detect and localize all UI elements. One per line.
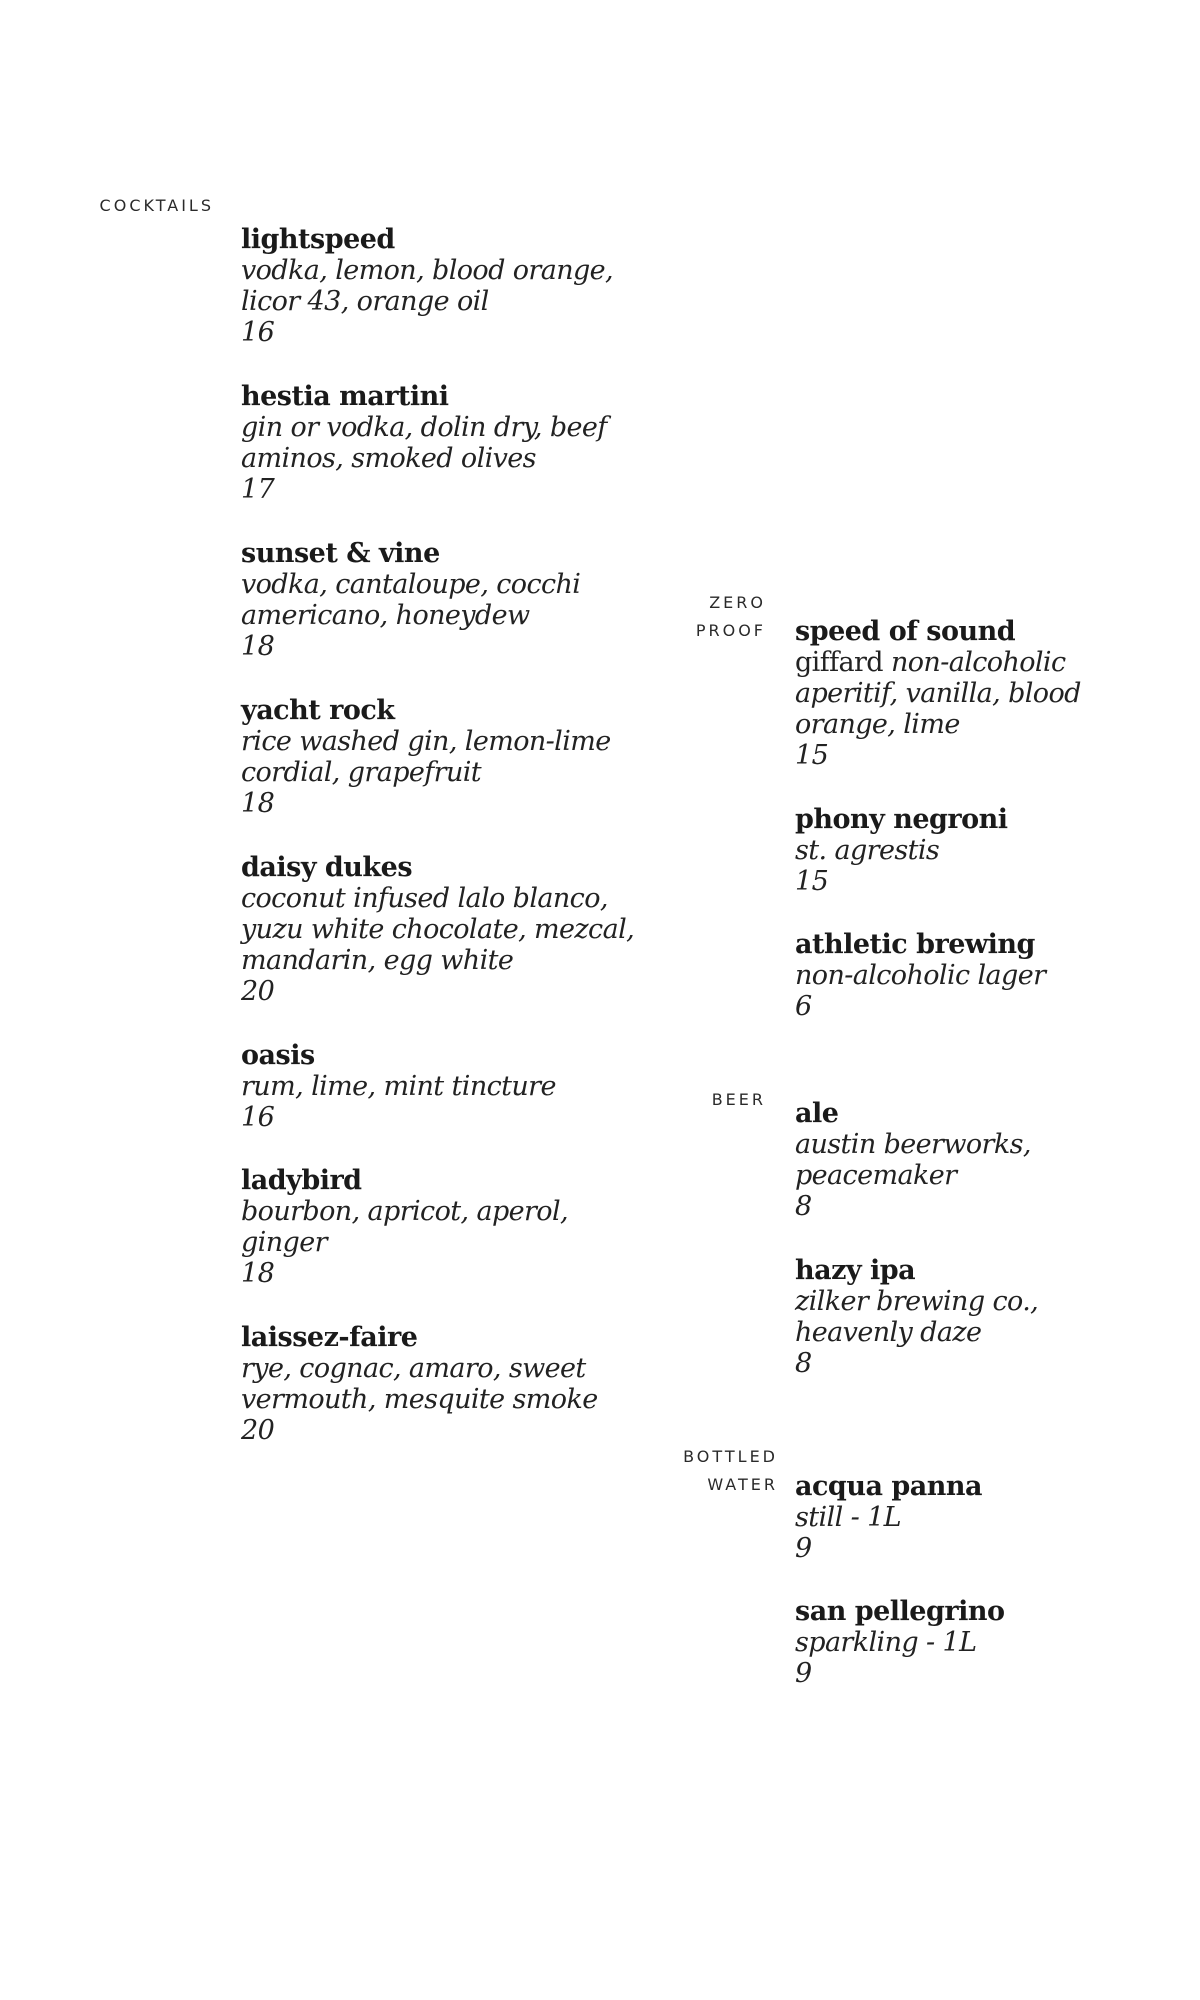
menu-item [795,804,1115,929]
section-label-bottled-water: BOTTLED WATER [683,1447,778,1494]
section-label-beer: BEER [711,1090,766,1109]
item-price: 18 [241,788,275,819]
item-name: athletic brewing [795,929,1035,960]
bottled-water-list [795,1471,1115,1721]
item-name: phony negroni [795,804,1008,835]
menu-item [795,1255,1115,1412]
item-description: austin beerworks, peacemaker [795,1129,1031,1191]
item-description: sparkling - 1L [795,1627,977,1658]
item-description: giffard non-alcoholic aperitif, vanilla, blood orange, lime [795,647,1081,740]
item-description: st. agrestis [795,835,940,866]
zero-proof-list [795,616,1115,1054]
menu-item [795,1471,1115,1596]
item-name: ladybird [241,1165,362,1196]
section-label-zero-proof: ZERO PROOF [695,593,766,640]
item-price: 9 [795,1533,812,1564]
item-description: bourbon, apricot, aperol, ginger [241,1196,568,1258]
menu-item [241,224,621,381]
item-description: zilker brewing co., heavenly daze [795,1286,1039,1348]
item-description: still - 1L [795,1502,902,1533]
item-price: 9 [795,1658,812,1689]
item-description: rum, lime, mint tincture [241,1071,556,1102]
menu-item [795,1596,1115,1721]
item-description: rye, cognac, amaro, sweet vermouth, mesquite smoke [241,1353,598,1415]
menu-item [795,929,1115,1054]
item-price: 18 [241,631,275,662]
item-price: 17 [241,474,275,505]
item-price: 18 [241,1258,275,1289]
item-price: 16 [241,1102,275,1133]
item-price: 20 [241,1415,275,1446]
item-name: oasis [241,1040,315,1071]
item-price: 15 [795,866,829,897]
item-name: lightspeed [241,224,395,255]
item-name: hestia martini [241,381,449,412]
menu-item [241,1165,621,1322]
item-description: vodka, lemon, blood orange, licor 43, orange oil [241,255,614,317]
section-label-cocktails: COCKTAILS [99,196,214,215]
menu-item [241,852,635,1040]
menu-item [241,381,621,538]
beer-list [795,1098,1115,1412]
menu-item [241,695,621,852]
menu-item [241,1040,621,1165]
item-price: 8 [795,1191,812,1222]
menu-item [795,1098,1115,1255]
item-name: hazy ipa [795,1255,916,1286]
item-description: vodka, cantaloupe, cocchi americano, honeydew [241,569,581,631]
item-name: san pellegrino [795,1596,1005,1627]
item-description: coconut infused lalo blanco, yuzu white chocolate, mezcal, mandarin, egg white [241,883,635,976]
item-name: speed of sound [795,616,1016,647]
item-price: 16 [241,317,275,348]
menu-item [241,1322,621,1479]
item-description: non-alcoholic lager [795,960,1046,991]
item-price: 20 [241,976,275,1007]
item-name: acqua panna [795,1471,982,1502]
item-description: gin or vodka, dolin dry, beef aminos, smoked olives [241,412,607,474]
item-price: 15 [795,740,829,771]
item-name: laissez-faire [241,1322,418,1353]
menu-item [795,616,1115,804]
cocktails-list [241,224,635,1479]
item-name: daisy dukes [241,852,413,883]
item-name: ale [795,1098,839,1129]
item-price: 6 [795,991,812,1022]
item-name: sunset & vine [241,538,440,569]
menu-item [241,538,621,695]
item-name: yacht rock [241,695,395,726]
item-description: rice washed gin, lemon-lime cordial, grapefruit [241,726,611,788]
item-price: 8 [795,1348,812,1379]
